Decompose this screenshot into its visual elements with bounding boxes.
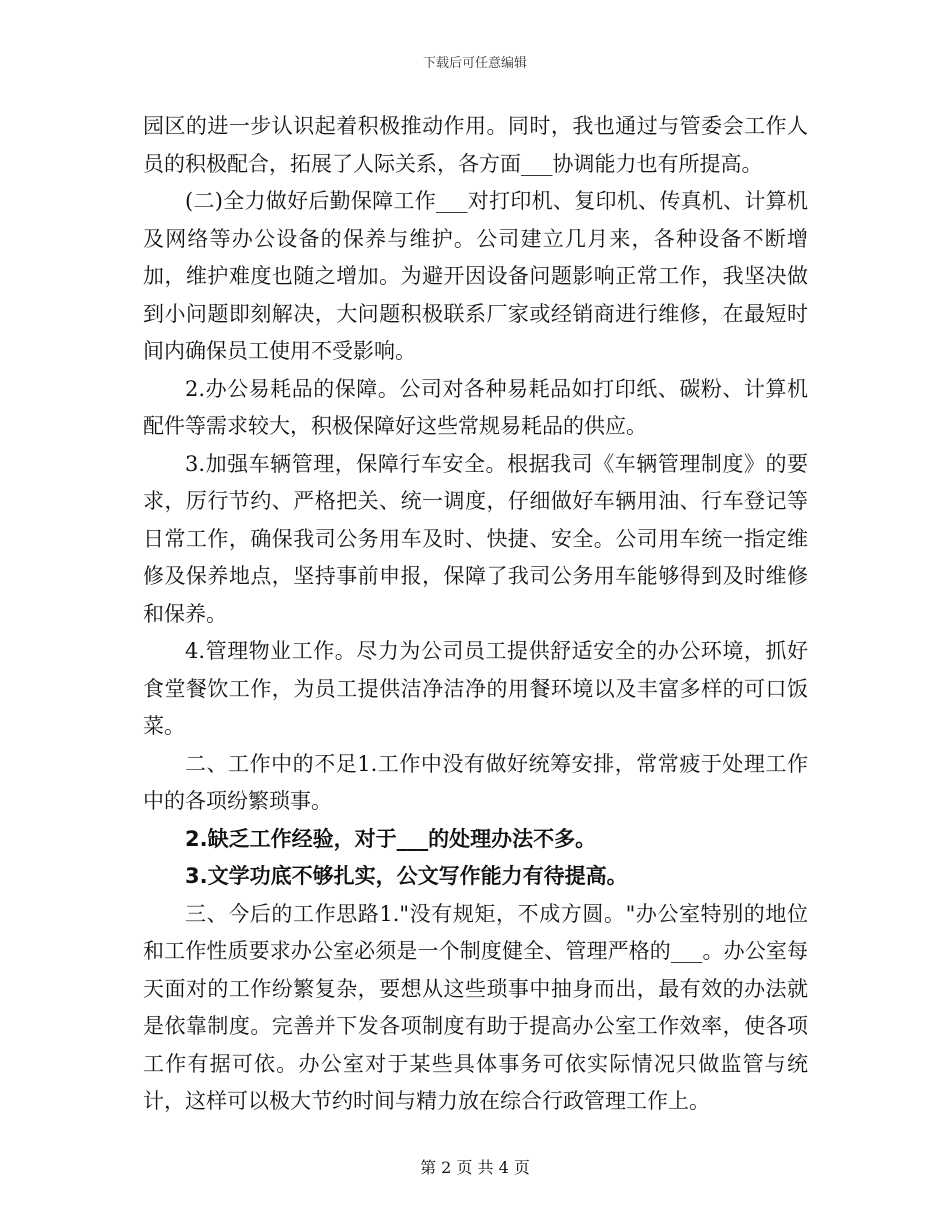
paragraph-shortcomings: 二、工作中的不足1.工作中没有做好统筹安排，常常疲于处理工作中的各项纷繁琐事。 — [143, 751, 808, 813]
paragraph-continuation: 园区的进一步认识起着积极推动作用。同时，我也通过与管委会工作人员的积极配合，拓展了人际关系，各方面___协调能力也有所提高。 — [143, 114, 808, 176]
page-number-footer: 第 2 页 共 4 页 — [420, 1158, 530, 1177]
paragraph-logistics-support: (二)全力做好后勤保障工作___对打印机、复印机、传真机、计算机及网络等办公设备的保养与维护。公司建立几月来，各种设备不断增加，维护难度也随之增加。为避开因设备问题影响正常工作，我坚决做到小问题即刻解决，大问题积极联系厂家或经销商进行维修，在最短时间内确保员工使用不受影响。 — [143, 189, 808, 363]
paragraph-lack-experience: 2.缺乏工作经验，对于___的处理办法不多。 — [185, 826, 597, 851]
paragraph-future-plans: 三、今后的工作思路1."没有规矩，不成方圆。"办公室特别的地位和工作性质要求办公室必须是一个制度健全、管理严格的___。办公室每天面对的工作纷繁复杂，要想从这些琐事中抽身而出，最有效的办法就是依靠制度。完善并下发各项制度有助于提高办公室工作效率，使各项工作有据可依。办公室对于某些具体事务可依实际情况只做监管与统计，这样可以极大节约时间与精力放在综合行政管理工作上。 — [143, 901, 808, 1113]
paragraph-property-management: 4.管理物业工作。尽力为公司员工提供舒适安全的办公环境，抓好食堂餐饮工作，为员工提供洁净洁净的用餐环境以及丰富多样的可口饭菜。 — [143, 639, 808, 738]
page-header: 下载后可任意编辑 — [422, 56, 527, 71]
document-body — [143, 108, 808, 1121]
paragraph-office-consumables: 2.办公易耗品的保障。公司对各种易耗品如打印纸、碳粉、计算机配件等需求较大，积极保障好这些常规易耗品的供应。 — [143, 376, 808, 438]
paragraph-vehicle-management: 3.加强车辆管理，保障行车安全。根据我司《车辆管理制度》的要求，厉行节约、严格把关、统一调度，仔细做好车辆用油、行车登记等日常工作，确保我司公务用车及时、快捷、安全。公司用车统一指定维修及保养地点，坚持事前申报，保障了我司公务用车能够得到及时维修和保养。 — [143, 451, 808, 626]
paragraph-writing-skills: 3.文学功底不够扎实，公文写作能力有待提高。 — [185, 864, 628, 888]
